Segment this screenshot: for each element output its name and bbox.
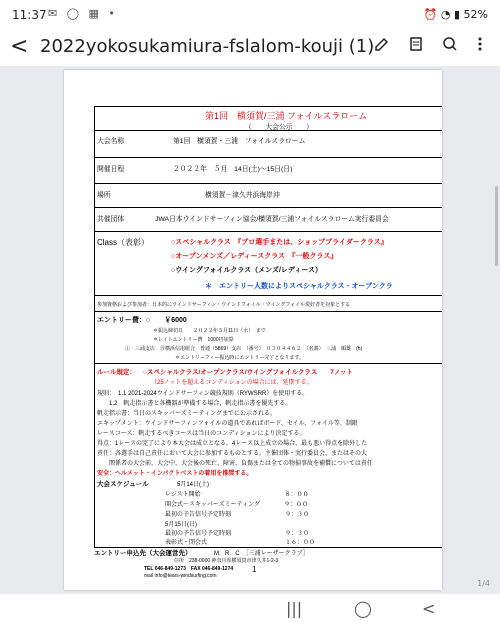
org-value: JWA日本ウインドサーフィン協会/横須賀/三浦フォイルスラローム実行委員会 bbox=[155, 216, 389, 223]
equip-line5: 関係者の大会前、大会中、大会後の死亡、障害、負傷または全ての物損事故を補償については責任 bbox=[97, 461, 373, 467]
equip-line4: 責任：各選手は自己責任において大会に参加するものとする。主催団体・実行委員会、またはその大 bbox=[97, 451, 368, 457]
pdf-page bbox=[64, 70, 442, 590]
doc-subheading: （ 大会公示 ） bbox=[245, 124, 313, 131]
equip-line3: 得点：1レースの完了により本大会は成立となる。4レース以上成立の場合、最も悪い得点を除外した bbox=[97, 441, 368, 447]
date-label: 開催日程 bbox=[97, 166, 125, 173]
page-counter: 1/4 bbox=[477, 579, 490, 588]
date-value: ２０２２年 ５月 14日(土)～15日(日) bbox=[173, 166, 293, 173]
pdf-viewer[interactable] bbox=[0, 66, 500, 594]
place-value: 横須賀－津久井浜海岸沖 bbox=[205, 192, 280, 199]
rule-line3: 帆走指示書：当日のスキッパーズミーティングまでに公示される。 bbox=[97, 411, 276, 417]
event-value: 第1回 横須賀・三浦 フォイルスラローム bbox=[173, 138, 306, 145]
app-toolbar bbox=[0, 30, 500, 66]
schedule-item-3: 最初の予告信号予定時刻 ９：３０ bbox=[165, 512, 310, 518]
schedule-label: 大会スケジュール bbox=[97, 481, 149, 488]
safety-line: 安全：ヘルメット・インパクトベストの着用を推奨する。 bbox=[97, 471, 253, 477]
schedule-item-2: 開会式～スキッパーズミーティング ９：００ bbox=[165, 502, 308, 508]
rule-text: ○スペシャルクラス/オープンクラス/ウイングフォイルクラス 7ノット bbox=[143, 369, 353, 376]
scrollbar-thumb[interactable] bbox=[495, 186, 498, 266]
contact-label: エントリー申込先（大会運営先） bbox=[94, 550, 192, 557]
home-icon[interactable]: ◯ bbox=[354, 599, 372, 618]
place-label: 場所 bbox=[97, 192, 111, 199]
schedule-item-1: レジスト開始 ８：００ bbox=[165, 492, 309, 498]
edit-icon[interactable] bbox=[372, 36, 392, 56]
fee-line3: ① 三浦支店 Ⓑ横浜信用組合 普通（5869）支店 （番号） ０３０４４６２ （名義） 三浦 順雄 (h) bbox=[125, 346, 363, 352]
rule-label: ルール規定： bbox=[97, 369, 136, 376]
back-arrow-icon[interactable]: < bbox=[10, 34, 29, 59]
fee-line2: ＊レイトエントリー費 1000円加算 bbox=[153, 337, 234, 343]
org-label: 共催団体 bbox=[97, 216, 125, 223]
event-label: 大会名称 bbox=[97, 138, 125, 145]
doc-heading: 第1回 横須賀/三浦 フォイルスラローム bbox=[205, 111, 368, 121]
fee-line4: ＊エントリーフィー振込時にエントリー完了となります。 bbox=[175, 355, 304, 361]
more-icon[interactable] bbox=[470, 36, 490, 56]
status-time: 11:37 bbox=[12, 8, 47, 22]
entry-note: ＊ エントリー人数によりスペシャルクラス・オープンクラ bbox=[205, 283, 393, 290]
document-title: 2022yokosukamiura-fslalom-kouji (1) bbox=[40, 36, 375, 57]
search-icon[interactable] bbox=[440, 36, 460, 56]
rule-line2: 1.2 帆走指示書と各機器が準備する場合、帆走指示書を優先する。 bbox=[97, 401, 292, 407]
notes-icon[interactable] bbox=[406, 36, 426, 56]
rule-line1: 規則： 1.1 2021-2024ウインドサーフィン競技規則（RYWSRR）を使用する。 bbox=[97, 391, 309, 397]
rule-note: （25ノットを超えるコンディションの場合には、延期する。 bbox=[151, 380, 313, 386]
notification-icons: ✉ ◯ ▦ • bbox=[48, 7, 118, 20]
schedule-day1: 5月14日(土) bbox=[177, 482, 210, 488]
document-body bbox=[94, 106, 442, 548]
status-right-icons: ⏰ ◔ ▮ 52% bbox=[423, 8, 488, 21]
schedule-item-5: 表彰式・閉会式 １６：００ bbox=[165, 540, 316, 546]
eligibility: 参加資格および参加者：日本的にウインドサーフィン・ウインドフォイル・ウイングフォイル愛好者を対象とする bbox=[97, 302, 351, 308]
status-bar bbox=[0, 0, 500, 30]
system-nav-bar bbox=[0, 594, 500, 624]
fee-label: エントリー費：○ ￥6000 bbox=[97, 317, 187, 324]
fee-line1: ＊振込締切日 ２０２２年５月11日（水） まで bbox=[153, 328, 266, 334]
class-special: ○スペシャルクラス 『プロ選手または、ショッププライダークラス』 bbox=[171, 239, 388, 246]
schedule-item-4: 最初の予告信号予定時刻 ９：３０ bbox=[165, 531, 310, 537]
equip-line2: レースコース：帆走するべきコースは当日のコンディションにより決定する。 bbox=[97, 431, 306, 437]
page-number: 1 bbox=[252, 565, 257, 574]
nav-back-icon[interactable]: < bbox=[422, 599, 436, 618]
contact-address: 住所 238-0000 神奈川県横須賀市津久井1-2-3 bbox=[174, 558, 279, 564]
schedule-day2: 5月15日(日) bbox=[165, 522, 198, 528]
contact-mail: mail info@tears-windsurfing.com bbox=[144, 573, 217, 579]
class-wing: ○ウイングフォイルクラス（メンズ/レディース） bbox=[171, 267, 323, 274]
recent-apps-icon[interactable]: ||| bbox=[286, 599, 303, 618]
class-open: ○オープンメンズ／レディースクラス 『一般クラス』 bbox=[171, 253, 338, 260]
contact-tel: TEL 046-849-1273 FAX 046-849-1274 bbox=[144, 566, 234, 572]
equip-line1: エキップメント：ウインドサーフィンフォイルの道具であればボード、セイル、フォイル等、制限 bbox=[97, 421, 358, 427]
contact-org: M．R．C ［三浦レーザークラブ］ bbox=[214, 551, 309, 557]
class-label: Class（表彰） bbox=[97, 238, 150, 247]
